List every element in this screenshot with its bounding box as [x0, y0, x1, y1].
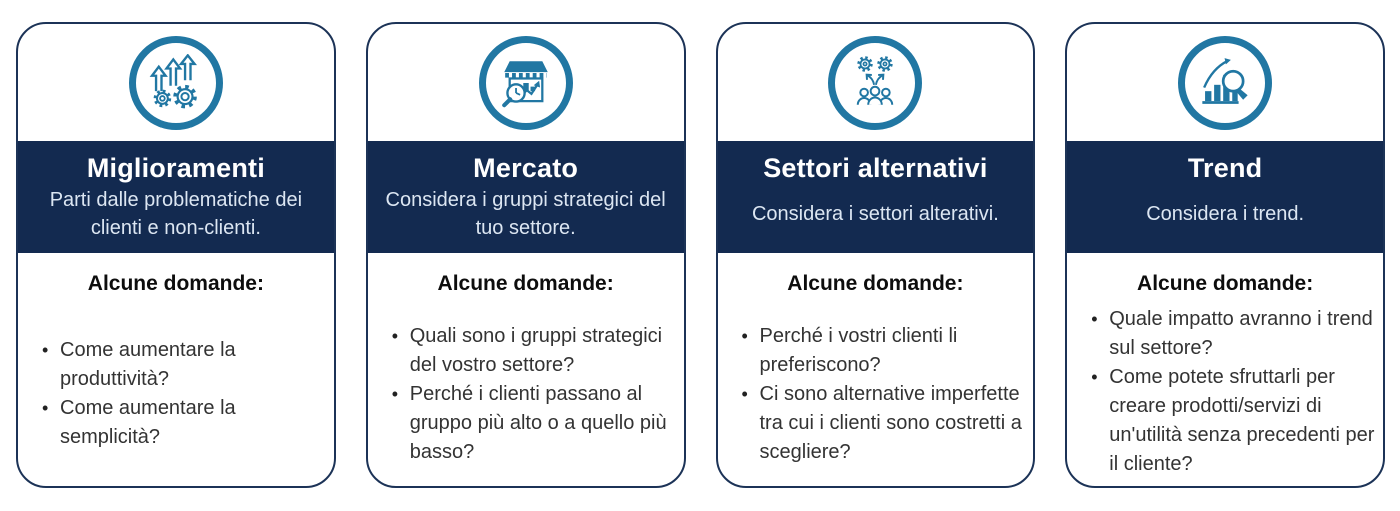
card-banner — [368, 141, 684, 253]
icon-area — [18, 24, 334, 141]
card-subtitle-wrap — [368, 184, 684, 253]
question-item — [1091, 363, 1375, 479]
questions-heading: Alcune domande: — [787, 272, 964, 295]
card-banner — [18, 141, 334, 253]
card-subtitle: Considera i gruppi strategici del tuo settore. — [385, 189, 666, 239]
icon-area — [1067, 24, 1383, 141]
trend-chart-magnifier-icon — [1196, 54, 1254, 112]
card-subtitle-wrap — [18, 184, 334, 253]
improvement-arrows-gears-icon — [129, 36, 223, 130]
icon-area — [718, 24, 1034, 141]
alternative-sectors-gears-people-icon — [846, 54, 904, 112]
questions-heading: Alcune domande: — [87, 272, 264, 295]
card-body — [368, 253, 684, 486]
card-trend — [1065, 22, 1385, 488]
card-subtitle-wrap — [1067, 184, 1383, 253]
improvement-arrows-gears-icon — [147, 54, 205, 112]
questions-list — [1083, 305, 1375, 479]
card-body — [1067, 253, 1383, 486]
questions-list — [34, 336, 326, 452]
card-banner — [718, 141, 1034, 253]
card-title: Miglioramenti — [86, 153, 265, 183]
card-subtitle-wrap — [718, 184, 1034, 253]
questions-list — [384, 322, 676, 467]
icon-area — [368, 24, 684, 141]
market-store-magnifier-icon — [479, 36, 573, 130]
questions-heading: Alcune domande: — [1137, 272, 1314, 295]
question-text: Come aumentare la semplicità? — [60, 397, 236, 448]
question-text: Quali sono i gruppi strategici del vostro settore? — [409, 325, 663, 376]
question-item — [42, 394, 326, 452]
card-title: Settori alternativi — [763, 153, 988, 183]
question-item — [392, 322, 676, 380]
question-text: Quale impatto avranno i trend sul settore? — [1109, 308, 1373, 359]
question-item — [1091, 305, 1375, 363]
questions-heading: Alcune domande: — [437, 272, 614, 295]
question-text: Come potete sfruttarli per creare prodotti/servizi di un'utilità senza precedenti per il cliente? — [1109, 366, 1375, 475]
card-title: Trend — [1187, 153, 1263, 183]
question-item — [742, 380, 1026, 467]
card-subtitle: Considera i trend. — [1146, 202, 1305, 225]
card-settori-alternativi — [716, 22, 1036, 488]
card-miglioramenti — [16, 22, 336, 488]
question-text: Ci sono alternative imperfette tra cui i clienti sono costretti a scegliere? — [759, 383, 1022, 463]
card-body — [18, 253, 334, 486]
question-text: Come aumentare la produttività? — [60, 339, 236, 390]
question-item — [742, 322, 1026, 380]
question-item — [392, 380, 676, 467]
card-subtitle: Parti dalle problematiche dei clienti e non-clienti. — [49, 189, 303, 239]
alternative-sectors-gears-people-icon — [828, 36, 922, 130]
card-mercato — [366, 22, 686, 488]
question-text: Perché i vostri clienti li preferiscono? — [759, 325, 958, 376]
card-body — [718, 253, 1034, 486]
trend-chart-magnifier-icon — [1178, 36, 1272, 130]
market-store-magnifier-icon — [497, 54, 555, 112]
question-item — [42, 336, 326, 394]
card-subtitle: Considera i settori alterativi. — [751, 202, 999, 225]
questions-list — [734, 322, 1026, 467]
card-banner — [1067, 141, 1383, 253]
question-text: Perché i clienti passano al gruppo più alto o a quello più basso? — [409, 383, 667, 463]
card-title: Mercato — [473, 153, 579, 183]
